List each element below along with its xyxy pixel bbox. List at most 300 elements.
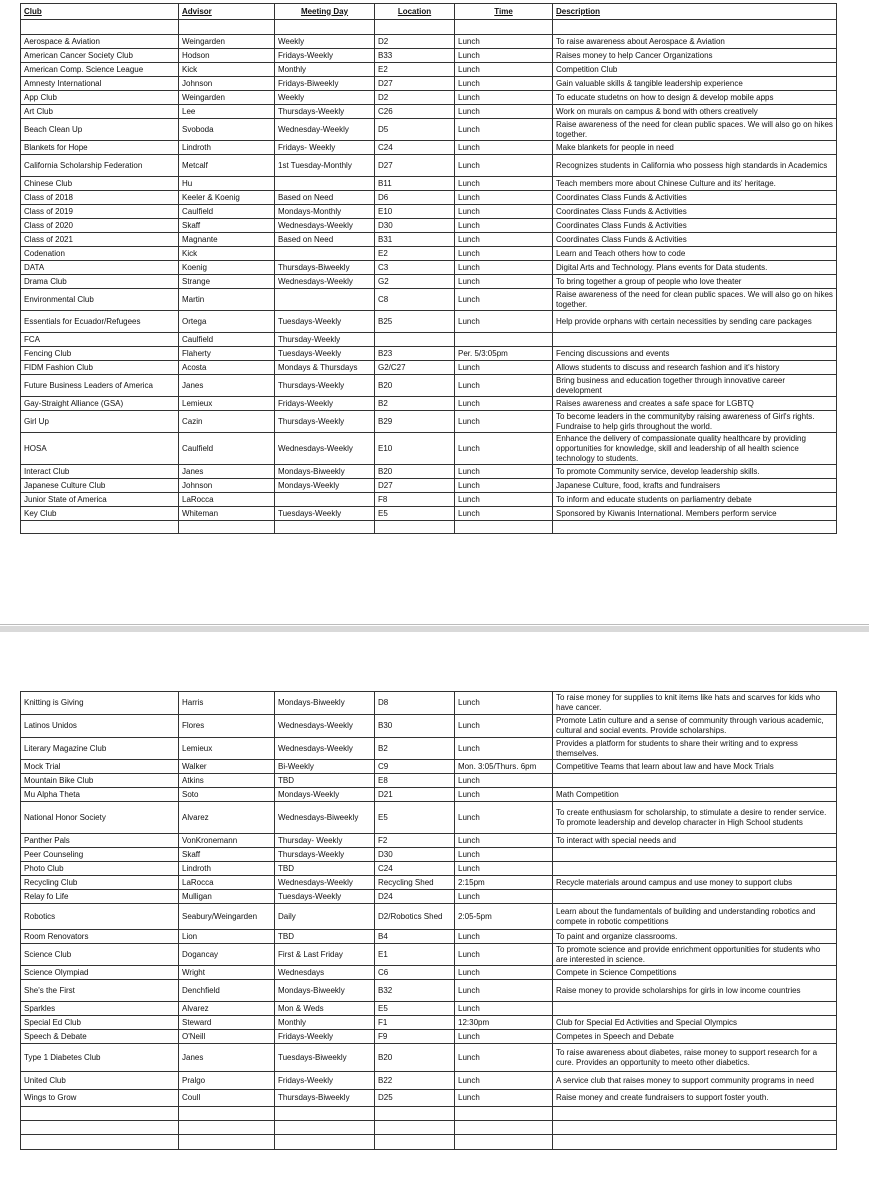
cell-advisor: Janes <box>179 465 275 479</box>
cell-club-name <box>21 20 179 35</box>
cell-location: E2 <box>375 247 455 261</box>
cell-location: B11 <box>375 177 455 191</box>
cell-meeting-day: Tuesdays-Weekly <box>275 311 375 333</box>
cell-meeting-day: Tuesdays-Weekly <box>275 347 375 361</box>
cell-description: Bring business and education together through innovative career development <box>553 375 837 397</box>
club-rows-page-2 <box>21 692 837 1150</box>
cell-location: D2/Robotics Shed <box>375 904 455 930</box>
cell-advisor: Atkins <box>179 774 275 788</box>
cell-advisor: Lemieux <box>179 397 275 411</box>
cell-location: E10 <box>375 205 455 219</box>
cell-meeting-day: First & Last Friday <box>275 944 375 966</box>
table-row <box>21 862 837 876</box>
cell-advisor: Hodson <box>179 49 275 63</box>
cell-club-name: Speech & Debate <box>21 1030 179 1044</box>
cell-location: D5 <box>375 119 455 141</box>
cell-club-name: Fencing Club <box>21 347 179 361</box>
cell-description: Recognizes students in California who possess high standards in Academics <box>553 155 837 177</box>
table-row <box>21 1016 837 1030</box>
cell-description: Allows students to discuss and research fashion and it's history <box>553 361 837 375</box>
cell-description: Coordinates Class Funds & Activities <box>553 233 837 247</box>
cell-club-name: HOSA <box>21 433 179 465</box>
cell-time: Lunch <box>455 507 553 521</box>
cell-description: Coordinates Class Funds & Activities <box>553 205 837 219</box>
cell-advisor: Flores <box>179 715 275 738</box>
cell-description: Coordinates Class Funds & Activities <box>553 219 837 233</box>
cell-description: To promote science and provide enrichment opportunities for students who are interested in science. <box>553 944 837 966</box>
table-row <box>21 1002 837 1016</box>
cell-advisor: Pralgo <box>179 1072 275 1090</box>
cell-advisor: Lee <box>179 105 275 119</box>
table-row <box>21 876 837 890</box>
cell-time: Lunch <box>455 35 553 49</box>
table-row <box>21 347 837 361</box>
cell-advisor <box>179 1135 275 1150</box>
cell-meeting-day: Thursdays-Weekly <box>275 375 375 397</box>
cell-advisor: Magnante <box>179 233 275 247</box>
cell-description: To raise money for supplies to knit items like hats and scarves for kids who have cancer. <box>553 692 837 715</box>
cell-club-name: Essentials for Ecuador/Refugees <box>21 311 179 333</box>
cell-club-name: Mock Trial <box>21 760 179 774</box>
cell-advisor: Ortega <box>179 311 275 333</box>
cell-description: To bring together a group of people who love theater <box>553 275 837 289</box>
cell-location: B22 <box>375 1072 455 1090</box>
table-row <box>21 35 837 49</box>
cell-club-name: California Scholarship Federation <box>21 155 179 177</box>
cell-club-name: Photo Club <box>21 862 179 876</box>
cell-description: Make blankets for people in need <box>553 141 837 155</box>
cell-club-name: Interact Club <box>21 465 179 479</box>
cell-club-name: Type 1 Diabetes Club <box>21 1044 179 1072</box>
cell-time: Lunch <box>455 261 553 275</box>
cell-location <box>375 333 455 347</box>
table-row <box>21 802 837 834</box>
cell-club-name: Science Club <box>21 944 179 966</box>
cell-club-name: Peer Counseling <box>21 848 179 862</box>
cell-meeting-day: Wednesdays-Weekly <box>275 876 375 890</box>
cell-time: Lunch <box>455 479 553 493</box>
cell-meeting-day: Monthly <box>275 63 375 77</box>
table-row <box>21 1044 837 1072</box>
cell-location: F1 <box>375 1016 455 1030</box>
cell-meeting-day: Wednesdays-Weekly <box>275 738 375 760</box>
cell-meeting-day: Tuesdays-Biweekly <box>275 1044 375 1072</box>
cell-location: B2 <box>375 397 455 411</box>
table-row <box>21 1107 837 1121</box>
cell-location: E5 <box>375 802 455 834</box>
table-row <box>21 361 837 375</box>
cell-location <box>375 20 455 35</box>
table-row <box>21 1121 837 1135</box>
cell-advisor: Weingarden <box>179 91 275 105</box>
cell-location: D25 <box>375 1090 455 1107</box>
cell-club-name: She's the First <box>21 980 179 1002</box>
cell-advisor: Steward <box>179 1016 275 1030</box>
cell-club-name: Blankets for Hope <box>21 141 179 155</box>
cell-description: Promote Latin culture and a sense of community through various academic, cultural and social events. Provide scholarships. <box>553 715 837 738</box>
cell-time: Lunch <box>455 141 553 155</box>
table-row <box>21 91 837 105</box>
cell-meeting-day: Based on Need <box>275 191 375 205</box>
header-row <box>21 4 837 20</box>
cell-club-name: Robotics <box>21 904 179 930</box>
cell-location: B20 <box>375 465 455 479</box>
cell-meeting-day: TBD <box>275 862 375 876</box>
cell-advisor: Dogancay <box>179 944 275 966</box>
cell-advisor: Keeler & Koenig <box>179 191 275 205</box>
cell-location: C26 <box>375 105 455 119</box>
cell-advisor: Martin <box>179 289 275 311</box>
cell-location: Recycling Shed <box>375 876 455 890</box>
cell-description <box>553 1002 837 1016</box>
table-row <box>21 715 837 738</box>
cell-meeting-day: Based on Need <box>275 233 375 247</box>
cell-time: Lunch <box>455 715 553 738</box>
cell-club-name: App Club <box>21 91 179 105</box>
table-row <box>21 760 837 774</box>
cell-club-name <box>21 1135 179 1150</box>
cell-club-name: Beach Clean Up <box>21 119 179 141</box>
table-row <box>21 1090 837 1107</box>
cell-meeting-day: Fridays-Weekly <box>275 397 375 411</box>
cell-club-name <box>21 1107 179 1121</box>
table-row <box>21 219 837 233</box>
table-row <box>21 774 837 788</box>
cell-meeting-day: Weekly <box>275 35 375 49</box>
cell-advisor: Alvarez <box>179 1002 275 1016</box>
cell-description <box>553 1107 837 1121</box>
cell-location: D27 <box>375 479 455 493</box>
cell-location: F9 <box>375 1030 455 1044</box>
cell-meeting-day <box>275 247 375 261</box>
cell-club-name: Wings to Grow <box>21 1090 179 1107</box>
cell-location: F2 <box>375 834 455 848</box>
cell-description: Sponsored by Kiwanis International. Members perform service <box>553 507 837 521</box>
cell-advisor: Strange <box>179 275 275 289</box>
table-row <box>21 77 837 91</box>
cell-time: Lunch <box>455 205 553 219</box>
cell-time: Lunch <box>455 493 553 507</box>
cell-meeting-day: Daily <box>275 904 375 930</box>
table-row <box>21 49 837 63</box>
table-row <box>21 333 837 347</box>
cell-meeting-day <box>275 493 375 507</box>
cell-meeting-day: Mondays-Weekly <box>275 788 375 802</box>
cell-club-name: Panther Pals <box>21 834 179 848</box>
cell-location <box>375 1107 455 1121</box>
cell-time: Lunch <box>455 397 553 411</box>
cell-time <box>455 1135 553 1150</box>
cell-time: Lunch <box>455 1030 553 1044</box>
table-row <box>21 233 837 247</box>
cell-club-name: Mountain Bike Club <box>21 774 179 788</box>
cell-club-name: Class of 2021 <box>21 233 179 247</box>
cell-description: To raise awareness about diabetes, raise money to support research for a cure. Provides an opportunity to meeto other diabetics. <box>553 1044 837 1072</box>
cell-description: To interact with special needs and <box>553 834 837 848</box>
cell-meeting-day: Wednesdays-Weekly <box>275 219 375 233</box>
cell-description: Raises money to help Cancer Organizations <box>553 49 837 63</box>
cell-meeting-day: Fridays-Biweekly <box>275 77 375 91</box>
cell-description: Recycle materials around campus and use money to support clubs <box>553 876 837 890</box>
cell-advisor: Lion <box>179 930 275 944</box>
cell-advisor: Coull <box>179 1090 275 1107</box>
cell-meeting-day: Thursday-Weekly <box>275 333 375 347</box>
cell-time: Lunch <box>455 155 553 177</box>
cell-meeting-day: Mondays-Biweekly <box>275 980 375 1002</box>
table-row <box>21 834 837 848</box>
table-row <box>21 890 837 904</box>
cell-time: Lunch <box>455 692 553 715</box>
cell-time: Lunch <box>455 930 553 944</box>
cell-meeting-day: Wednesdays-Weekly <box>275 715 375 738</box>
cell-time: Lunch <box>455 119 553 141</box>
cell-time: 12:30pm <box>455 1016 553 1030</box>
cell-club-name: Drama Club <box>21 275 179 289</box>
table-row <box>21 465 837 479</box>
cell-club-name: Gay-Straight Alliance (GSA) <box>21 397 179 411</box>
table-row <box>21 397 837 411</box>
cell-location: B23 <box>375 347 455 361</box>
cell-description <box>553 521 837 534</box>
cell-meeting-day: Weekly <box>275 91 375 105</box>
cell-location: E2 <box>375 63 455 77</box>
table-row <box>21 191 837 205</box>
cell-meeting-day: Thursdays-Weekly <box>275 105 375 119</box>
cell-club-name <box>21 521 179 534</box>
cell-club-name: Relay fo Life <box>21 890 179 904</box>
cell-time: Mon. 3:05/Thurs. 6pm <box>455 760 553 774</box>
cell-club-name: Knitting is Giving <box>21 692 179 715</box>
cell-time: Lunch <box>455 834 553 848</box>
cell-club-name: Class of 2018 <box>21 191 179 205</box>
cell-location: B20 <box>375 1044 455 1072</box>
header-description: Description <box>553 4 837 20</box>
cell-meeting-day: TBD <box>275 930 375 944</box>
cell-description: Digital Arts and Technology. Plans events for Data students. <box>553 261 837 275</box>
cell-location: B20 <box>375 375 455 397</box>
cell-location: B4 <box>375 930 455 944</box>
cell-advisor <box>179 1107 275 1121</box>
cell-description: Fencing discussions and events <box>553 347 837 361</box>
cell-time: Lunch <box>455 944 553 966</box>
cell-meeting-day: TBD <box>275 774 375 788</box>
cell-meeting-day: Fridays-Weekly <box>275 1072 375 1090</box>
cell-time <box>455 1107 553 1121</box>
cell-club-name: American Cancer Society Club <box>21 49 179 63</box>
cell-location: E5 <box>375 1002 455 1016</box>
cell-description <box>553 862 837 876</box>
table-row <box>21 1072 837 1090</box>
cell-advisor: Kick <box>179 63 275 77</box>
cell-description: Enhance the delivery of compassionate quality healthcare by providing opportunities for knowledge, skill and leadership of all health science technology to students. <box>553 433 837 465</box>
cell-description: Japanese Culture, food, krafts and fundraisers <box>553 479 837 493</box>
cell-location: G2 <box>375 275 455 289</box>
cell-advisor: Whiteman <box>179 507 275 521</box>
cell-description: Help provide orphans with certain necessities by sending care packages <box>553 311 837 333</box>
cell-advisor: Wright <box>179 966 275 980</box>
cell-meeting-day <box>275 20 375 35</box>
cell-description: Competes in Speech and Debate <box>553 1030 837 1044</box>
cell-time: Lunch <box>455 63 553 77</box>
cell-club-name: Key Club <box>21 507 179 521</box>
cell-advisor: Lindroth <box>179 141 275 155</box>
cell-club-name: Codenation <box>21 247 179 261</box>
cell-club-name: Room Renovators <box>21 930 179 944</box>
cell-location: C3 <box>375 261 455 275</box>
cell-time: Lunch <box>455 105 553 119</box>
cell-advisor: Harris <box>179 692 275 715</box>
header-location: Location <box>375 4 455 20</box>
cell-advisor: Acosta <box>179 361 275 375</box>
cell-time: Lunch <box>455 966 553 980</box>
table-row <box>21 261 837 275</box>
cell-club-name: Science Olympiad <box>21 966 179 980</box>
cell-location: D8 <box>375 692 455 715</box>
cell-advisor: Mulligan <box>179 890 275 904</box>
cell-location: D30 <box>375 848 455 862</box>
cell-time: Lunch <box>455 1044 553 1072</box>
table-row <box>21 311 837 333</box>
cell-location: D24 <box>375 890 455 904</box>
cell-advisor: Lindroth <box>179 862 275 876</box>
cell-time: Per. 5/3:05pm <box>455 347 553 361</box>
cell-time: 2:15pm <box>455 876 553 890</box>
table-row <box>21 738 837 760</box>
cell-club-name: Class of 2020 <box>21 219 179 233</box>
cell-club-name: Future Business Leaders of America <box>21 375 179 397</box>
cell-description: Raises awareness and creates a safe space for LGBTQ <box>553 397 837 411</box>
cell-description: To educate studetns on how to design & develop mobile apps <box>553 91 837 105</box>
cell-time: Lunch <box>455 49 553 63</box>
cell-time: Lunch <box>455 848 553 862</box>
cell-location: E8 <box>375 774 455 788</box>
cell-meeting-day: Tuesdays-Weekly <box>275 890 375 904</box>
table-row <box>21 944 837 966</box>
cell-location: D2 <box>375 35 455 49</box>
cell-location: C24 <box>375 862 455 876</box>
cell-club-name: Girl Up <box>21 411 179 433</box>
cell-time: Lunch <box>455 980 553 1002</box>
table-row <box>21 1135 837 1150</box>
club-table <box>20 3 837 534</box>
cell-description <box>553 20 837 35</box>
cell-advisor: LaRocca <box>179 493 275 507</box>
cell-advisor <box>179 521 275 534</box>
cell-description: To paint and organize classrooms. <box>553 930 837 944</box>
cell-time: Lunch <box>455 361 553 375</box>
table-row <box>21 1030 837 1044</box>
table-row <box>21 692 837 715</box>
cell-description: Compete in Science Competitions <box>553 966 837 980</box>
cell-advisor: Hu <box>179 177 275 191</box>
cell-meeting-day: Mondays-Weekly <box>275 479 375 493</box>
cell-meeting-day: Mon & Weds <box>275 1002 375 1016</box>
cell-meeting-day: Thursdays-Weekly <box>275 848 375 862</box>
cell-description: To promote Community service, develop leadership skills. <box>553 465 837 479</box>
cell-meeting-day: Wednesdays-Weekly <box>275 433 375 465</box>
cell-location: D21 <box>375 788 455 802</box>
cell-advisor: Seabury/Weingarden <box>179 904 275 930</box>
cell-advisor: O'Neill <box>179 1030 275 1044</box>
cell-time: Lunch <box>455 862 553 876</box>
cell-advisor: Caulfield <box>179 205 275 219</box>
table-row <box>21 980 837 1002</box>
cell-club-name: Special Ed Club <box>21 1016 179 1030</box>
cell-meeting-day <box>275 521 375 534</box>
cell-location: D2 <box>375 91 455 105</box>
header-advisor: Advisor <box>179 4 275 20</box>
header-time: Time <box>455 4 553 20</box>
cell-meeting-day: Fridays- Weekly <box>275 141 375 155</box>
cell-meeting-day <box>275 1107 375 1121</box>
cell-time: Lunch <box>455 411 553 433</box>
cell-time: Lunch <box>455 77 553 91</box>
cell-location: G2/C27 <box>375 361 455 375</box>
table-row <box>21 275 837 289</box>
table-row <box>21 930 837 944</box>
table-row <box>21 966 837 980</box>
cell-location <box>375 1121 455 1135</box>
cell-location: B2 <box>375 738 455 760</box>
table-row <box>21 155 837 177</box>
cell-club-name: American Comp. Science League <box>21 63 179 77</box>
table-row <box>21 375 837 397</box>
cell-meeting-day: Bi-Weekly <box>275 760 375 774</box>
cell-meeting-day: Fridays-Weekly <box>275 49 375 63</box>
cell-description: Raise awareness of the need for clean public spaces. We will also go on hikes together. <box>553 119 837 141</box>
cell-location: B33 <box>375 49 455 63</box>
cell-meeting-day <box>275 1121 375 1135</box>
cell-meeting-day: Thursdays-Biweekly <box>275 261 375 275</box>
table-row <box>21 411 837 433</box>
cell-location: B32 <box>375 980 455 1002</box>
cell-club-name: Class of 2019 <box>21 205 179 219</box>
cell-time: Lunch <box>455 177 553 191</box>
cell-club-name: Aerospace & Aviation <box>21 35 179 49</box>
cell-time: Lunch <box>455 774 553 788</box>
cell-club-name: National Honor Society <box>21 802 179 834</box>
cell-advisor: Caulfield <box>179 333 275 347</box>
cell-meeting-day: Fridays-Weekly <box>275 1030 375 1044</box>
table-row <box>21 205 837 219</box>
cell-time: 2:05-5pm <box>455 904 553 930</box>
cell-advisor: Svoboda <box>179 119 275 141</box>
table-row <box>21 493 837 507</box>
cell-location: D27 <box>375 77 455 91</box>
cell-club-name: Mu Alpha Theta <box>21 788 179 802</box>
cell-club-name: FIDM Fashion Club <box>21 361 179 375</box>
header-club: Club <box>21 4 179 20</box>
header-meeting-day: Meeting Day <box>275 4 375 20</box>
table-row <box>21 904 837 930</box>
cell-time: Lunch <box>455 91 553 105</box>
cell-meeting-day: Monthly <box>275 1016 375 1030</box>
table-row <box>21 247 837 261</box>
table-row <box>21 119 837 141</box>
cell-advisor: VonKronemann <box>179 834 275 848</box>
table-row <box>21 479 837 493</box>
club-table <box>20 691 837 1150</box>
cell-advisor: Lemieux <box>179 738 275 760</box>
cell-description <box>553 890 837 904</box>
cell-club-name: Latinos Unidos <box>21 715 179 738</box>
cell-time <box>455 521 553 534</box>
cell-description: Learn about the fundamentals of building and understanding robotics and compete in robotic competitions <box>553 904 837 930</box>
table-row <box>21 788 837 802</box>
cell-description: Math Competition <box>553 788 837 802</box>
cell-location: C6 <box>375 966 455 980</box>
cell-advisor: Kick <box>179 247 275 261</box>
